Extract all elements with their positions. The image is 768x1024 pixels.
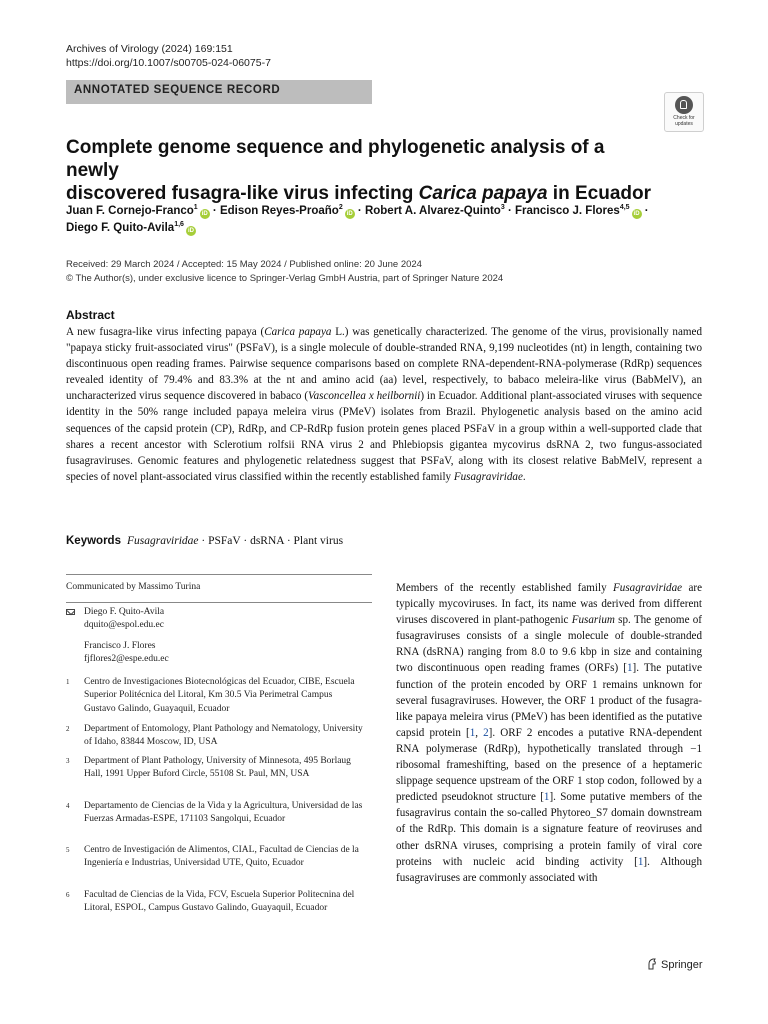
citation-link[interactable]: 1 bbox=[543, 791, 550, 804]
contact-email[interactable]: dquito@espol.edu.ec bbox=[84, 620, 164, 631]
publication-dates bbox=[66, 258, 503, 286]
journal-issue: Archives of Virology (2024) 169:151 bbox=[66, 43, 233, 55]
footnote-divider bbox=[66, 574, 372, 575]
affiliation: 5 Centro de Investigación de Alimentos, CIAL, Facultad de Ciencias de la Ingeniería e Industrias, Universidad UTE, Quito, Ecuador bbox=[66, 845, 359, 869]
citation-link[interactable]: 2 bbox=[483, 726, 489, 739]
footnote-divider bbox=[66, 602, 372, 603]
journal-doi[interactable]: https://doi.org/10.1007/s00705-024-06075-7 bbox=[66, 57, 271, 69]
bookmark-icon bbox=[675, 96, 693, 114]
citation-link[interactable]: 1 bbox=[626, 662, 633, 675]
citation-link[interactable]: 1 bbox=[469, 726, 476, 739]
journal-citation bbox=[66, 42, 271, 70]
author-name[interactable]: Francisco J. Flores$^{4,5}$iD bbox=[514, 204, 640, 217]
author-list: Juan F. Cornejo-Franco$^1$iD · Edison Reyes-Proaño$^2$iD · Robert A. Alvarez-Quinto$^3$ · Francisco J. Flores$^{4,5}$iD · Diego F. Quito-Avila$^{1,6}$iD bbox=[66, 204, 649, 234]
corresponding-author bbox=[66, 640, 366, 667]
communicated-by: Communicated by Massimo Turina bbox=[66, 582, 201, 592]
affiliation: 3 Department of Plant Pathology, University of Minnesota, 495 Borlaug Hall, 1991 Upper Buford Circle, 55108 St. Paul, MN, USA bbox=[66, 756, 351, 780]
article-type-banner bbox=[66, 80, 372, 104]
keywords bbox=[66, 535, 343, 547]
author-name[interactable]: Juan F. Cornejo-Franco$^1$iD bbox=[66, 204, 208, 217]
body-text: Members of the recently established family Fusagraviridae are typically mycoviruses. In fact, its name was derived from different viruses discovered in plant-pathogenic Fusarium sp. The genome of fusagraviruses consists of a single molecule of double-stranded RNA (dsRNA) ranging from 8.0 to 9.6 kbp in size and containing two discontinuous open reading frames (ORFs) [1]. The putative function of the protein encoded by ORF 1 remains unknown for several fusagraviruses. However, the ORF 1 product of the fusagra-like papaya meleira virus (PMeV) has been identified as the putative capsid protein [1, 2]. ORF 2 encodes a putative RNA-dependent RNA polymerase (RdRp), hypothetically translated through −1 ribosomal frameshifting, based on the presence of a heptameric slippage sequence upstream of the ORF 1 stop codon, followed by a predicted pseudoknot structure [1]. Some putative members of the fusagravirus contain the so-called Phytoreo_S7 domain downstream of the RdRp. This domain is a signature feature of reoviruses and other dsRNA viruses, comprising a protein family of viral core proteins with nucleic acid binding activity [1]. Although fusagraviruses are commonly associated with bbox=[396, 582, 703, 884]
article-type-label: ANNOTATED SEQUENCE RECORD bbox=[74, 84, 281, 96]
affiliation: 6 Facultad de Ciencias de la Vida, FCV, Escuela Superior Politecnina del Litoral, ESPOL, Campus Gustavo Galindo, Guayaquil, Ecuador bbox=[66, 890, 355, 914]
orcid-icon[interactable]: iD bbox=[201, 211, 208, 217]
keywords-heading: Keywords bbox=[66, 535, 121, 547]
orcid-icon[interactable]: iD bbox=[187, 228, 194, 234]
contact-email[interactable]: fjflores2@espe.edu.ec bbox=[84, 654, 169, 665]
citation-link[interactable]: 1 bbox=[637, 855, 644, 868]
contact-name: Francisco J. Flores bbox=[84, 641, 156, 651]
publisher-name: Springer bbox=[661, 959, 703, 971]
orcid-icon[interactable]: iD bbox=[633, 211, 640, 217]
article-title: Complete genome sequence and phylogenetic analysis of a newly discovered fusagra-like virus infecting Carica papaya in Ecuador bbox=[66, 137, 651, 204]
springer-horse-icon bbox=[647, 958, 657, 970]
check-for-updates-badge[interactable] bbox=[664, 92, 704, 132]
badge-label: Check for updates bbox=[673, 115, 695, 127]
affiliation: 4 Departamento de Ciencias de la Vida y la Agricultura, Universidad de las Fuerzas Armadas-ESPE, 171103 Sangolqui, Ecuador bbox=[66, 801, 363, 825]
contact-name: Diego F. Quito-Avila bbox=[84, 607, 165, 617]
affiliation: 2 Department of Entomology, Plant Pathology and Nematology, University of Idaho, 83844 Moscow, ID, USA bbox=[66, 724, 363, 748]
history-dates: Received: 29 March 2024 / Accepted: 15 May 2024 / Published online: 20 June 2024 bbox=[66, 259, 422, 270]
keyword-list: · PSFaV · dsRNA · Plant virus bbox=[198, 535, 344, 547]
abstract-heading: Abstract bbox=[66, 308, 115, 322]
author-name[interactable]: Edison Reyes-Proaño$^2$iD bbox=[219, 204, 353, 217]
author-name[interactable]: Robert A. Alvarez-Quinto$^3$ bbox=[364, 204, 505, 217]
affiliation: 1 Centro de Investigaciones Biotecnológicas del Ecuador, CIBE, Escuela Superior Politécnica del Litoral, Km 30.5 Via Perimetral Campus Gustavo Galindo, Guayaquil, Ecuador bbox=[66, 677, 355, 714]
author-name[interactable]: Diego F. Quito-Avila$^{1,6}$iD bbox=[66, 221, 194, 234]
orcid-icon[interactable]: iD bbox=[346, 211, 353, 217]
abstract-text: A new fusagra-like virus infecting papaya (Carica papaya L.) was genetically characterized. The genome of the virus, provisionally named "papaya sticky fruit-associated virus" (PSFaV), is a single molecule of double-stranded RNA, 9,199 nucleotides (nt) in length, containing two discontinuous open reading frames. Pairwise sequence comparisons based on complete RNA-dependent-RNA-polymerase (RdRp) sequences revealed identity of 79.4% and 83.3% at the nt and amino acid (aa) level, respectively, to babaco meleira-like virus (BabMelV), an uncharacterized virus sequence discovered in babaco (Vasconcellea x heilbornii) in Ecuador. Additional plant-associated viruses with sequence identity in the 50% range included papaya meleira virus (PMeV) isolates from Brazil. Phylogenetic analysis based on the amino acid sequences of the capsid protein (CP), RdRp, and CP-RdRp fusion protein genes placed PSFaV in a group within a well-supported clade that shares a recent ancestor with Sclerotium rolfsii RNA virus 2 and Phlebiopsis gigantea mycovirus dsRNA 2, two fungus-associated fusagraviruses. Genomic features and phylogenetic relatedness suggest that PSFaV, along with its closest relative BabMelV, represent a species of novel plant-associated virus classified within the recently established family Fusagraviridae. bbox=[66, 326, 702, 483]
publisher-logo bbox=[647, 958, 703, 971]
corresponding-author bbox=[66, 606, 366, 633]
envelope-icon bbox=[66, 609, 75, 615]
keyword: Fusagraviridae bbox=[126, 535, 199, 547]
copyright-notice: © The Author(s), under exclusive licence to Springer-Verlag GmbH Austria, part of Springer Nature 2024 bbox=[66, 273, 504, 284]
